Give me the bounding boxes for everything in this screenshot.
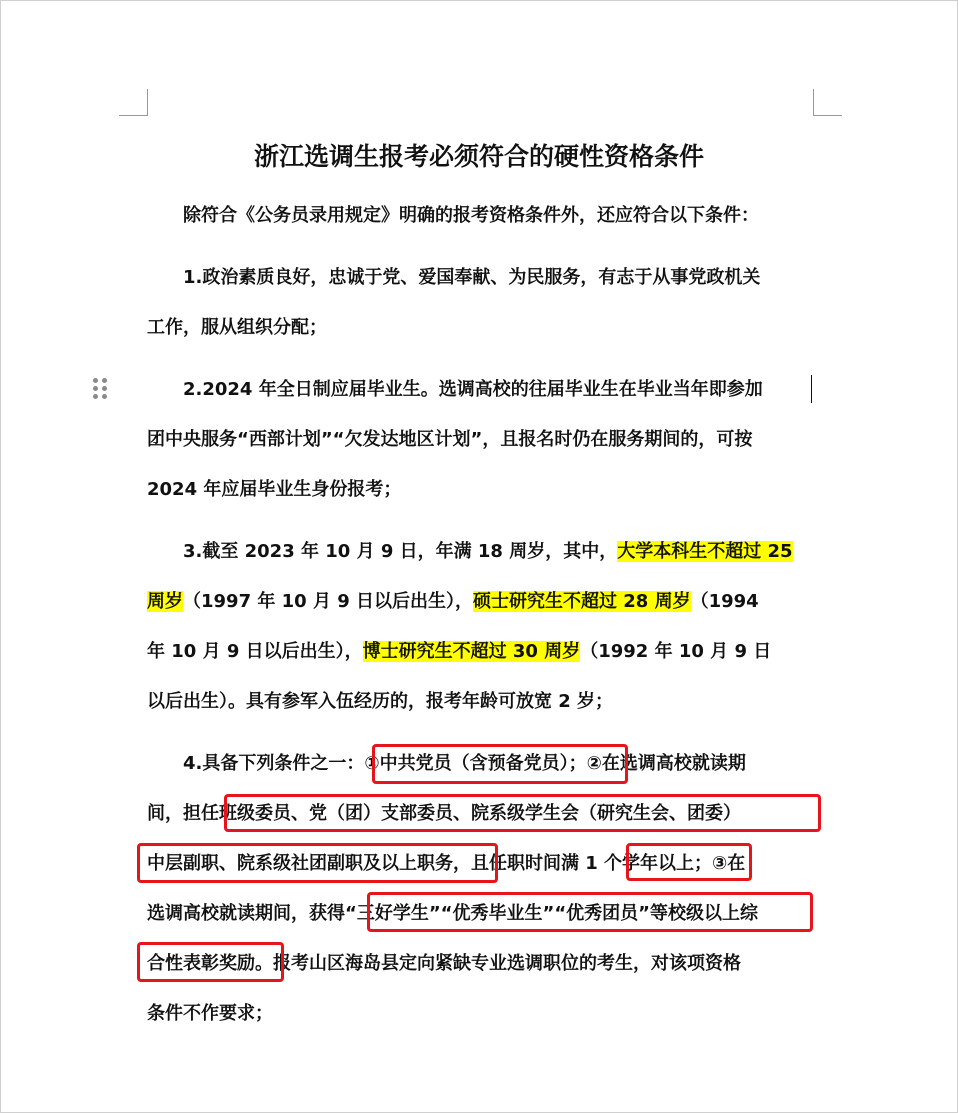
document-title: 浙江选调生报考必须符合的硬性资格条件 bbox=[253, 142, 704, 171]
text-cursor bbox=[811, 375, 812, 403]
annotation-box-mid-level-post bbox=[137, 843, 498, 883]
annotation-box-party-member bbox=[372, 744, 628, 784]
paragraph-4-line-1: 4.具备下列条件之一：①中共党员（含预备党员）；②在选调高校就读期 bbox=[183, 753, 746, 774]
p3-text: （1994 bbox=[690, 591, 759, 612]
highlight-undergrad-age-cont: 周岁 bbox=[147, 591, 183, 612]
paragraph-2-line-1: 2.2024 年全日制应届毕业生。选调高校的往届毕业生在毕业当年即参加 bbox=[183, 379, 763, 400]
highlight-master-age: 硕士研究生不超过 28 周岁 bbox=[473, 591, 691, 612]
annotation-box-comprehensive-award bbox=[137, 942, 284, 982]
paragraph-3-line-4: 以后出生）。具有参军入伍经历的，报考年龄可放宽 2 岁； bbox=[147, 691, 614, 712]
intro-paragraph: 除符合《公务员录用规定》明确的报考资格条件外，还应符合以下条件： bbox=[183, 205, 759, 226]
paragraph-4-line-3: 中层副职、院系级社团副职及以上职务，且任职时间满 1 个学年以上；③在 bbox=[147, 853, 746, 874]
highlight-doctor-age: 博士研究生不超过 30 周岁 bbox=[362, 641, 581, 662]
paragraph-2-line-3: 2024 年应届毕业生身份报考； bbox=[147, 479, 402, 500]
paragraph-4-line-6: 条件不作要求； bbox=[147, 1003, 273, 1024]
annotation-box-one-school-year bbox=[626, 843, 752, 881]
p3-text: 年 10 月 9 日以后出生）， bbox=[147, 641, 363, 662]
margin-corner-top-left bbox=[119, 89, 148, 116]
paragraph-4-line-5: 合性表彰奖励。报考山区海岛县定向紧缺专业选调职位的考生，对该项资格 bbox=[147, 953, 741, 974]
annotation-box-class-committee bbox=[224, 794, 821, 832]
paragraph-2-line-2: 团中央服务“西部计划”“欠发达地区计划”，且报名时仍在服务期间的，可按 bbox=[147, 429, 753, 450]
paragraph-3-line-3 bbox=[147, 637, 771, 667]
annotation-box-school-awards bbox=[367, 892, 813, 932]
highlight-undergrad-age: 大学本科生不超过 25 bbox=[617, 541, 793, 562]
paragraph-4-line-2: 间，担任班级委员、党（团）支部委员、院系级学生会（研究生会、团委） bbox=[147, 803, 741, 824]
paragraph-1-line-2: 工作，服从组织分配； bbox=[147, 317, 327, 338]
paragraph-4-line-4: 选调高校就读期间，获得“三好学生”“优秀毕业生”“优秀团员”等校级以上综 bbox=[147, 903, 758, 924]
paragraph-3-line-2 bbox=[147, 587, 759, 617]
paragraph-3-line-1 bbox=[183, 537, 793, 567]
p3-text: 3.截至 2023 年 10 月 9 日，年满 18 周岁，其中， bbox=[183, 541, 618, 562]
p3-text: （1997 年 10 月 9 日以后出生）， bbox=[183, 591, 474, 612]
p3-text: （1992 年 10 月 9 日 bbox=[580, 641, 772, 662]
drag-handle-icon[interactable] bbox=[93, 378, 109, 400]
margin-corner-top-right bbox=[813, 89, 842, 116]
paragraph-1-line-1: 1.政治素质良好，忠诚于党、爱国奉献、为民服务，有志于从事党政机关 bbox=[183, 267, 761, 288]
